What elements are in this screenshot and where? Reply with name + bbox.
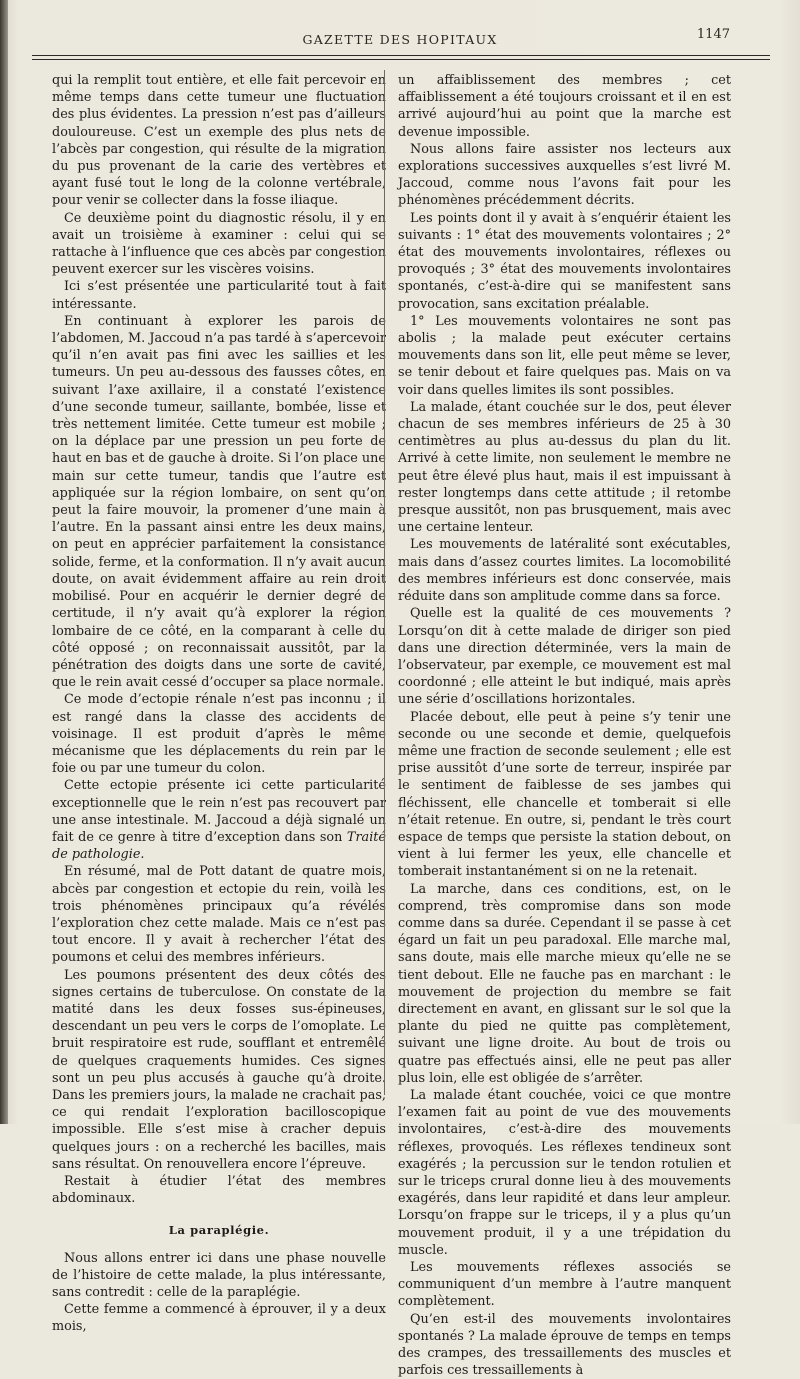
paragraph: En résumé, mal de Pott datant de quatre mois, abcès par congestion et ectopie du rein, voilà les trois phénomènes principaux qu’a révélés l’exploration chez cette malade. Mais ce n’est pas tout encore. Il y avait à rechercher l’état des poumons et celui des membres inférieurs. <box>52 864 386 966</box>
paragraph-text: Cette ectopie présente ici cette particularité exceptionnelle que le rein n’est pas recouvert par une anse intestinale. M. Jaccoud a déjà signalé un fait de ce genre à titre d’exception dans son <box>52 778 386 845</box>
paragraph: Cette femme a commencé à éprouver, il y a deux mois, <box>52 1302 386 1335</box>
paragraph-text: . <box>140 847 145 863</box>
paragraph: Ce mode d’ectopie rénale n’est pas inconnu ; il est rangé dans la classe des accidents de voisinage. Il est produit d’après le même mécanisme que les déplacements du rein par le foie ou par une tumeur du colon. <box>52 692 386 777</box>
paragraph: Placée debout, elle peut à peine s’y tenir une seconde ou une seconde et demie, quelquefois même une fraction de seconde seulement ; elle est prise aussitôt d’une sorte de terreur, inspirée par le sentiment de faiblesse de ses jambes qui fléchissent, elle chancelle et tomberait si elle n’était retenue. En outre, si, pendant le très court espace de temps que persiste la station debout, on vient à lui fermer les yeux, elle chancelle et tomberait instantanément si on ne la retenait. <box>398 709 731 880</box>
paragraph: Nous allons entrer ici dans une phase nouvelle de l’histoire de cette malade, la plus intéressante, sans contredit : celle de la paraplégie. <box>52 1250 386 1301</box>
paragraph: Restait à étudier l’état des membres abdominaux. <box>52 1174 386 1207</box>
paragraph: Qu’en est-il des mouvements involontaires spontanés ? La malade éprouve de temps en temps des crampes, des tressaillements des muscles et parfois ces tressaillements à <box>398 1311 731 1379</box>
paragraph: Les poumons présentent des deux côtés des signes certains de tuberculose. On constate de la matité dans les deux fosses sus-épineuses, descendant un peu vers le corps de l’omoplate. Le bruit respiratoire est rude, soufflant et entremêlé de quelques craquements humides. Ces signes sont un peu plus accusés à gauche qu’à droite. Dans les premiers jours, la malade ne crachait pas, ce qui rendait l’exploration bacilloscopique impossible. Elle s’est mise à cracher depuis quelques jours : on a recherché les bacilles, mais sans résultat. On renouvellera encore l’épreuve. <box>52 967 386 1172</box>
left-column <box>52 72 386 1336</box>
column-divider <box>384 70 385 1095</box>
paragraph: un affaiblissement des membres ; cet affaiblissement a été toujours croissant et il en est arrivé aujourd’hui au point que la marche est devenue impossible. <box>398 73 731 140</box>
paragraph: La malade, étant couchée sur le dos, peut élever chacun de ses membres inférieurs de 25 à 30 centimètres au plus au-dessus du plan du lit. Arrivé à cette limite, non seulement le membre ne peut être élevé plus haut, mais il est impuissant à rester longtemps dans cette attitude ; il retombe presque aussitôt, non pas brusquement, mais avec une certaine lenteur. <box>398 399 731 536</box>
header-rule-thin <box>32 59 770 60</box>
header-rule-thick <box>32 55 770 56</box>
paragraph: Ce deuxième point du diagnostic résolu, il y en avait un troisième à examiner : celui qui se rattache à l’influence que ces abcès par congestion peuvent exercer sur les viscères voisins. <box>52 210 386 278</box>
section-heading: La paraplégie. <box>168 1223 270 1238</box>
book-title-italic: Traité de pathologie <box>52 829 386 863</box>
paragraph: Les mouvements de latéralité sont exécutables, mais dans d’assez courtes limites. La locomobilité des membres inférieurs est donc conservée, mais réduite dans son amplitude comme dans sa force. <box>398 537 731 605</box>
right-column <box>398 72 731 1379</box>
paragraph: Quelle est la qualité de ces mouvements ? Lorsqu’on dit à cette malade de diriger son pied dans une direction déterminée, vers la main de l’observateur, par exemple, ce mouvement est mal coordonné ; elle atteint le but indiqué, mais après une série d’oscillations horizontales. <box>398 606 731 708</box>
page-number: 1147 <box>696 27 730 42</box>
paragraph: Ici s’est présentée une particularité tout à fait intéressante. <box>52 279 386 312</box>
book-spine-shadow <box>0 0 8 1124</box>
paragraph: En continuant à explorer les parois de l’abdomen, M. Jaccoud n’a pas tardé à s’apercevoir qu’il n’en avait pas fini avec les saillies et les tumeurs. Un peu au-dessous des fausses côtes, en suivant l’axe axillaire, il a constaté l’existence d’une seconde tumeur, saillante, bombée, lisse et très nettement limitée. Cette tumeur est mobile ; on la déplace par une pression un peu forte de haut en bas et de gauche à droite. Si l’on place une main sur cette tumeur, tandis que l’autre est appliquée sur la région lombaire, on sent qu’on peut la faire mouvoir, la promener d’une main à l’autre. En la passant ainsi entre les deux mains, on peut en apprécier parfaitement la consistance solide, ferme, et la conformation. Il n’y avait aucun doute, on avait évidemment affaire au rein droit mobilisé. Pour en acquérir le dernier degré de certitude, il n’y avait qu’à explorer la région lombaire de ce côté, en la comparant à celle du côté opposé ; on reconnaissait aussitôt, par la pénétration des doigts dans une sorte de cavité, que le rein avait cessé d’occuper sa place normale. <box>52 313 386 691</box>
paragraph: Les mouvements réflexes associés se communiquent d’un membre à l’autre manquent complètement. <box>398 1260 731 1310</box>
paragraph: qui la remplit tout entière, et elle fait percevoir en même temps dans cette tumeur une fluctuation des plus évidentes. La pression n’est pas d’ailleurs douloureuse. C’est un exemple des plus nets de l’abcès par congestion, qui résulte de la migration du pus provenant de la carie des vertèbres et ayant fusé tout le long de la colonne vertébrale, pour venir se collecter dans la fosse iliaque. <box>52 73 386 209</box>
paragraph: Nous allons faire assister nos lecteurs aux explorations successives auxquelles s’est livré M. Jaccoud, comme nous l’avons fait pour les phénomènes précédemment décrits. <box>398 141 731 209</box>
paragraph: Les points dont il y avait à s’enquérir étaient les suivants : 1° état des mouvements volontaires ; 2° état des mouvements involontaires, réflexes ou provoqués ; 3° état des mouvements involontaires spontanés, c’est-à-dire qui se manifestent sans provocation, sans excitation préalable. <box>398 210 731 312</box>
paragraph: 1° Les mouvements volontaires ne sont pas abolis ; la malade peut exécuter certains mouvements dans son lit, elle peut même se lever, se tenir debout et faire quelques pas. Mais on va voir dans quelles limites ils sont possibles. <box>398 313 731 398</box>
paragraph <box>52 777 386 863</box>
paragraph: La marche, dans ces conditions, est, on le comprend, très compromise dans son mode comme dans sa durée. Cependant il se passe à cet égard un fait un peu paradoxal. Elle marche mal, sans doute, mais elle marche mieux qu’elle ne se tient debout. Elle ne fauche pas en marchant : le mouvement de projection du membre se fait directement en avant, en glissant sur le sol que la plante du pied ne quitte pas complètement, suivant une ligne droite. Au bout de trois ou quatre pas effectués ainsi, elle ne peut pas aller plus loin, elle est obligée de s’arrêter. <box>398 881 731 1086</box>
running-header-title: GAZETTE DES HOPITAUX <box>302 32 498 47</box>
paragraph: La malade étant couchée, voici ce que montre l’examen fait au point de vue des mouvements involontaires, c’est-à-dire des mouvements réflexes, provoqués. Les réflexes tendineux sont exagérés ; la percussion sur le tendon rotulien et sur le triceps crural donne lieu à des mouvements exagérés, dans leur rapidité et dans leur ampleur. Lorsqu’on frappe sur le triceps, il y a plus qu’un mouvement produit, il y a une trépidation du muscle. <box>398 1087 731 1258</box>
